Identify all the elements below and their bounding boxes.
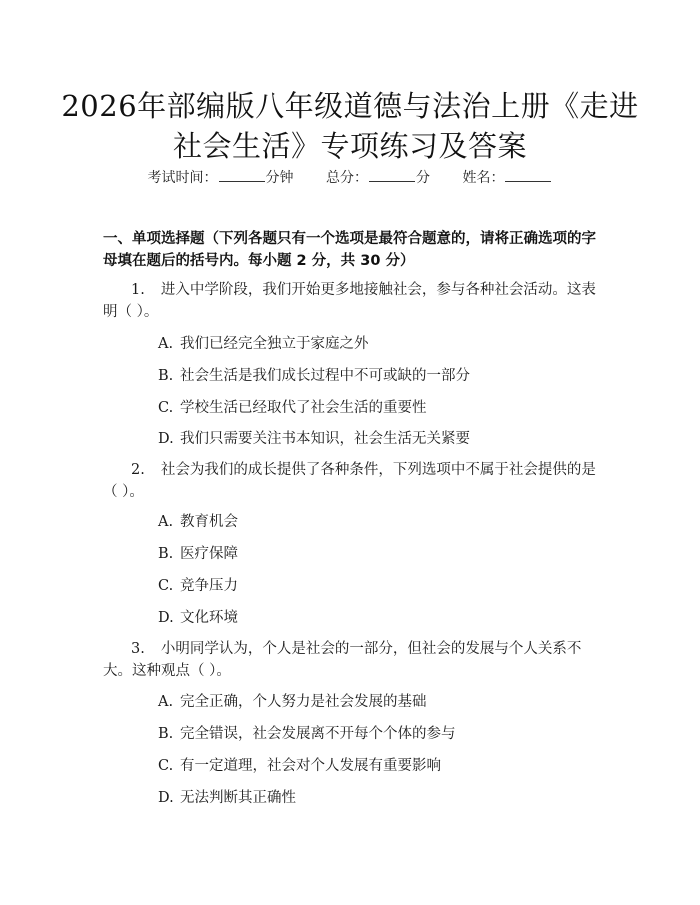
option-3d <box>158 787 598 809</box>
exam-score-unit: 分 <box>416 170 430 186</box>
option-1a <box>158 333 598 355</box>
exam-score <box>326 170 430 186</box>
option-letter: D. <box>158 431 174 447</box>
option-1d <box>158 428 598 450</box>
option-letter: C. <box>158 400 174 416</box>
option-3a <box>158 691 598 713</box>
question-number: 1. <box>131 282 145 298</box>
option-letter: A. <box>158 336 174 352</box>
option-text: 社会生活是我们成长过程中不可或缺的一部分 <box>180 368 470 384</box>
exam-name-blank <box>505 168 551 182</box>
question-text: 小明同学认为，个人是社会的一部分，但社会的发展与个人关系不大。这种观点（ ）。 <box>103 641 582 679</box>
option-text: 竞争压力 <box>180 578 238 594</box>
option-2c <box>158 575 598 597</box>
option-text: 医疗保障 <box>180 546 238 562</box>
option-letter: A. <box>158 514 174 530</box>
option-2b <box>158 543 598 565</box>
exam-score-label: 总分： <box>326 170 368 186</box>
question-number: 2. <box>131 462 145 478</box>
option-2a <box>158 511 598 533</box>
exam-time-blank <box>219 168 265 182</box>
option-letter: A. <box>158 694 174 710</box>
option-letter: D. <box>158 610 174 626</box>
option-text: 有一定道理，社会对个人发展有重要影响 <box>180 758 441 774</box>
option-3c <box>158 755 598 777</box>
option-1c <box>158 397 598 419</box>
exam-time <box>148 170 294 186</box>
option-text: 教育机会 <box>180 514 238 530</box>
question-number: 3. <box>131 641 145 657</box>
exam-time-unit: 分钟 <box>265 170 294 186</box>
option-letter: B. <box>158 546 174 562</box>
option-text: 完全错误，社会发展离不开每个个体的参与 <box>180 726 456 742</box>
option-letter: C. <box>158 758 174 774</box>
exam-score-blank <box>369 168 415 182</box>
option-text: 无法判断其正确性 <box>180 790 296 806</box>
section-title: 一、单项选择题（下列各题只有一个选项是最符合题意的，请将正确选项的字母填在题后的括号内。每小题 2 分，共 30 分） <box>103 231 596 269</box>
option-2d <box>158 607 598 629</box>
question-2 <box>103 459 599 503</box>
question-3 <box>103 638 599 682</box>
option-text: 文化环境 <box>180 610 238 626</box>
option-text: 我们已经完全独立于家庭之外 <box>180 336 369 352</box>
exam-time-label: 考试时间： <box>147 170 218 186</box>
option-letter: B. <box>158 368 174 384</box>
option-letter: D. <box>158 790 174 806</box>
option-text: 学校生活已经取代了社会生活的重要性 <box>180 400 427 416</box>
exam-name <box>462 170 552 186</box>
document-title-line-1: 2026年部编版八年级道德与法治上册《走进 <box>61 89 639 123</box>
question-text: 进入中学阶段，我们开始更多地接触社会，参与各种社会活动。这表明（ ）。 <box>103 282 596 320</box>
option-letter: C. <box>158 578 174 594</box>
option-text: 我们只需要关注书本知识，社会生活无关紧要 <box>180 431 470 447</box>
exam-name-label: 姓名： <box>462 170 505 186</box>
question-1 <box>103 279 599 323</box>
question-text: 社会为我们的成长提供了各种条件，下列选项中不属于社会提供的是（ ）。 <box>103 462 596 500</box>
option-letter: B. <box>158 726 174 742</box>
option-3b <box>158 723 598 745</box>
document-title-line-2: 社会生活》专项练习及答案 <box>172 129 527 163</box>
exam-info <box>0 168 700 188</box>
option-1b <box>158 365 598 387</box>
option-text: 完全正确，个人努力是社会发展的基础 <box>180 694 427 710</box>
